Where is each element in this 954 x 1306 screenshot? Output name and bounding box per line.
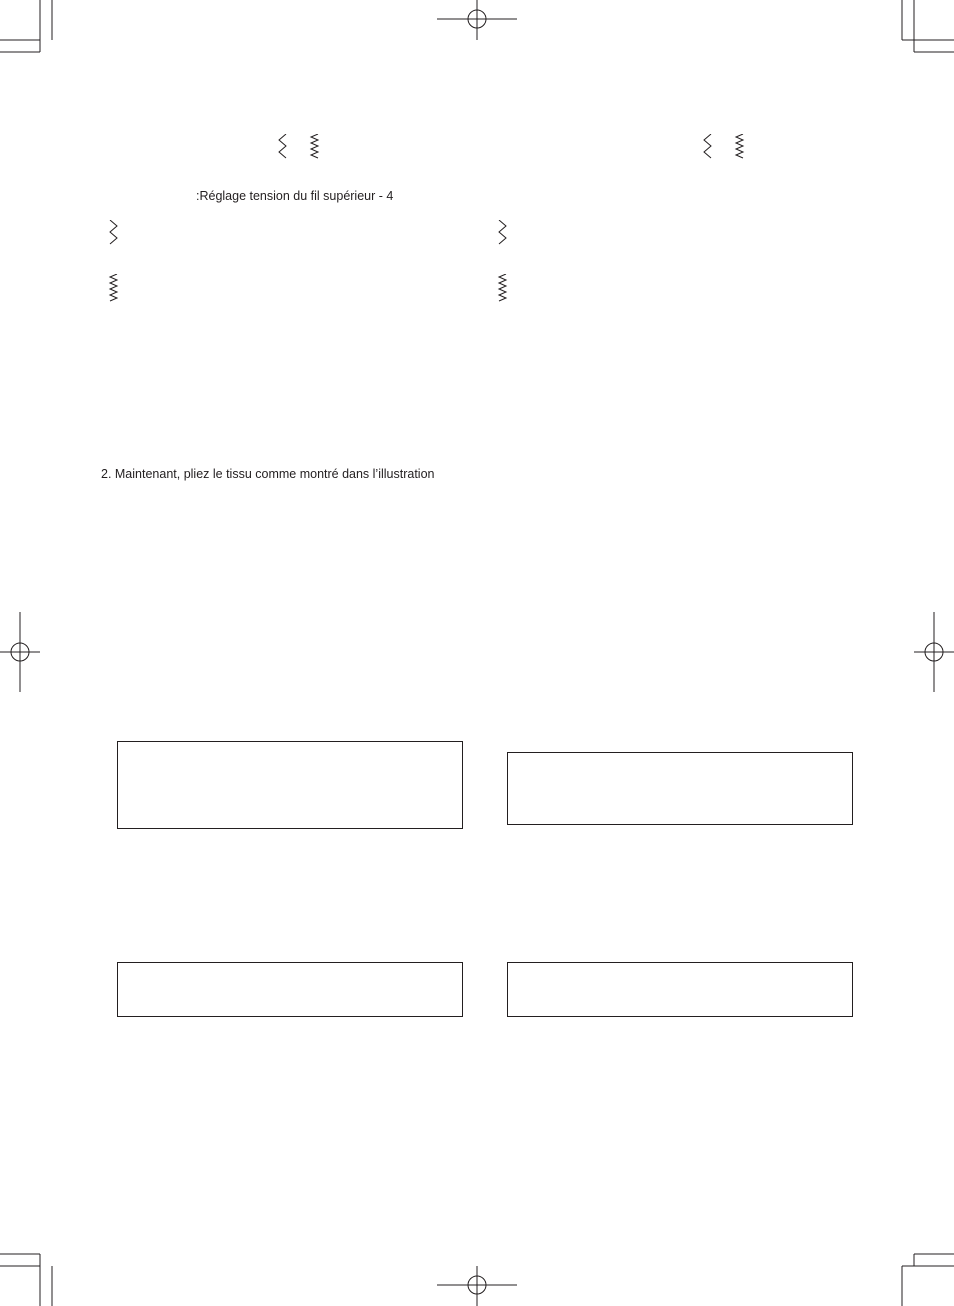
narrow-zigzag-stitch-icon [107,220,119,246]
text-box-right-2 [507,962,853,1017]
crop-mark-bottom-right [902,1254,954,1306]
wide-zigzag-stitch-icon [496,274,508,302]
wide-zigzag-stitch-icon [733,134,745,160]
crop-mark-bottom-left [0,1254,52,1306]
registration-mark-left [0,612,40,692]
registration-mark-bottom [437,1266,517,1306]
thread-tension-label: :Réglage tension du fil supérieur - 4 [196,189,394,203]
registration-mark-top [437,0,517,40]
text-box-left-2 [117,962,463,1017]
text-box-left-1 [117,741,463,829]
crop-mark-top-left [0,0,52,52]
text-box-right-1 [507,752,853,825]
narrow-zigzag-stitch-icon [276,134,288,160]
narrow-zigzag-stitch-icon [701,134,713,160]
wide-zigzag-stitch-icon [107,274,119,302]
registration-mark-right [914,612,954,692]
crop-mark-top-right [902,0,954,52]
wide-zigzag-stitch-icon [308,134,320,160]
step-2-instruction: 2. Maintenant, pliez le tissu comme montré dans l’illustration [101,467,435,481]
narrow-zigzag-stitch-icon [496,220,508,246]
